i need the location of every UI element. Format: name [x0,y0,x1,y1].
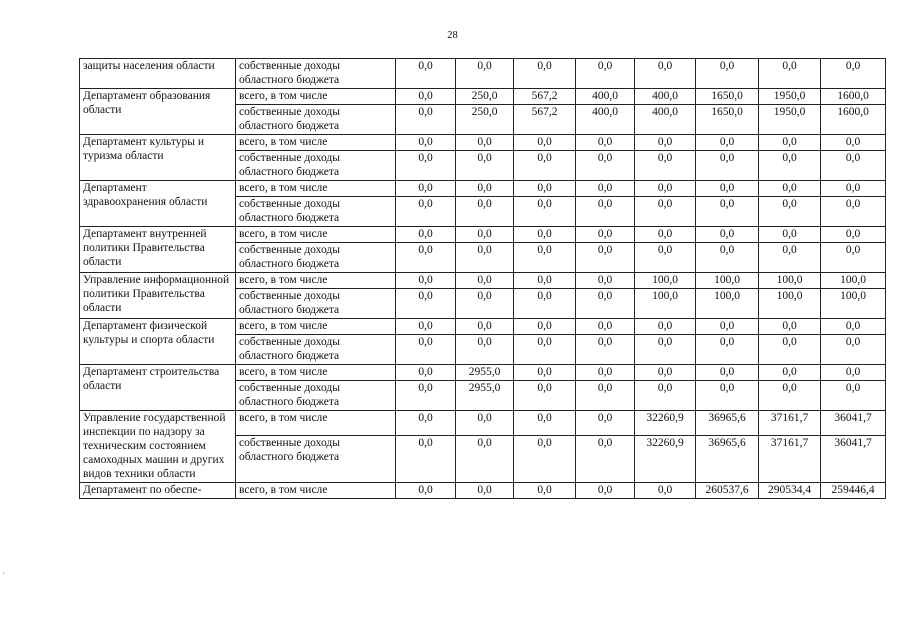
value-cell: 1600,0 [821,105,886,135]
budget-table-body [80,59,886,499]
value-cell: 0,0 [635,381,696,411]
value-cell: 2955,0 [456,381,514,411]
value-cell: 0,0 [396,105,456,135]
value-cell: 0,0 [396,483,456,499]
value-cell: 0,0 [396,243,456,273]
value-cell: 0,0 [635,197,696,227]
value-cell: 0,0 [396,59,456,89]
value-cell: 0,0 [759,319,821,335]
value-cell: 0,0 [635,335,696,365]
value-cell: 0,0 [696,381,759,411]
value-cell: 259446,4 [821,483,886,499]
value-cell: 0,0 [759,151,821,181]
value-cell: 100,0 [759,273,821,289]
value-cell: 0,0 [576,436,635,483]
value-cell: 0,0 [576,381,635,411]
value-cell: 0,0 [696,335,759,365]
department-name-cell: Департамент строительства области [80,365,236,411]
table-row [80,181,886,197]
value-cell: 0,0 [696,135,759,151]
value-cell: 100,0 [696,273,759,289]
value-cell: 0,0 [514,135,576,151]
value-cell: 37161,7 [759,411,821,436]
value-cell: 0,0 [635,59,696,89]
funding-type-cell: всего, в том числе [236,227,396,243]
funding-type-cell: собственные доходы областного бюджета [236,59,396,89]
value-cell: 0,0 [696,365,759,381]
table-row [80,365,886,381]
value-cell: 0,0 [396,335,456,365]
value-cell: 0,0 [576,59,635,89]
value-cell: 0,0 [635,243,696,273]
value-cell: 0,0 [696,151,759,181]
department-name-cell: Управление государственной инспекции по надзору за техническим состоянием самоходных машин и других видов техники области [80,411,236,483]
value-cell: 260537,6 [696,483,759,499]
funding-type-cell: собственные доходы областного бюджета [236,197,396,227]
value-cell: 100,0 [759,289,821,319]
value-cell: 0,0 [396,411,456,436]
page-number: 28 [447,30,458,41]
value-cell: 0,0 [821,197,886,227]
funding-type-cell: собственные доходы областного бюджета [236,436,396,483]
value-cell: 100,0 [635,273,696,289]
value-cell: 0,0 [576,289,635,319]
value-cell: 0,0 [576,365,635,381]
value-cell: 0,0 [635,181,696,197]
value-cell: 100,0 [821,289,886,319]
value-cell: 0,0 [514,436,576,483]
value-cell: 0,0 [514,181,576,197]
value-cell: 0,0 [759,335,821,365]
value-cell: 0,0 [396,381,456,411]
value-cell: 0,0 [635,135,696,151]
value-cell: 0,0 [759,227,821,243]
value-cell: 1600,0 [821,89,886,105]
value-cell: 0,0 [821,227,886,243]
table-row [80,135,886,151]
value-cell: 0,0 [696,319,759,335]
value-cell: 400,0 [576,105,635,135]
value-cell: 0,0 [696,59,759,89]
value-cell: 0,0 [576,319,635,335]
value-cell: 0,0 [759,135,821,151]
value-cell: 0,0 [396,436,456,483]
value-cell: 0,0 [514,197,576,227]
value-cell: 250,0 [456,89,514,105]
value-cell: 0,0 [396,197,456,227]
value-cell: 0,0 [514,335,576,365]
value-cell: 0,0 [759,197,821,227]
value-cell: 0,0 [759,181,821,197]
value-cell: 0,0 [396,181,456,197]
department-name-cell: Департамент образования области [80,89,236,135]
value-cell: 36041,7 [821,436,886,483]
value-cell: 0,0 [396,319,456,335]
value-cell: 0,0 [396,365,456,381]
value-cell: 1950,0 [759,105,821,135]
funding-type-cell: собственные доходы областного бюджета [236,381,396,411]
value-cell: 0,0 [514,411,576,436]
value-cell: 0,0 [514,289,576,319]
value-cell: 0,0 [821,381,886,411]
value-cell: 0,0 [396,273,456,289]
value-cell: 0,0 [576,151,635,181]
value-cell: 400,0 [635,89,696,105]
value-cell: 0,0 [456,273,514,289]
value-cell: 0,0 [396,135,456,151]
funding-type-cell: собственные доходы областного бюджета [236,105,396,135]
value-cell: 0,0 [514,381,576,411]
table-row [80,227,886,243]
value-cell: 0,0 [635,483,696,499]
funding-type-cell: всего, в том числе [236,411,396,436]
department-name-cell: Департамент внутренней политики Правительства области [80,227,236,273]
value-cell: 0,0 [456,151,514,181]
value-cell: 0,0 [456,181,514,197]
value-cell: 290534,4 [759,483,821,499]
value-cell: 1650,0 [696,89,759,105]
department-name-cell: Управление информационной политики Правительства области [80,273,236,319]
value-cell: 0,0 [576,181,635,197]
funding-type-cell: всего, в том числе [236,365,396,381]
value-cell: 0,0 [456,411,514,436]
value-cell: 400,0 [576,89,635,105]
funding-type-cell: всего, в том числе [236,319,396,335]
funding-type-cell: собственные доходы областного бюджета [236,151,396,181]
value-cell: 0,0 [635,319,696,335]
value-cell: 36965,6 [696,436,759,483]
budget-table [79,58,886,499]
value-cell: 0,0 [456,243,514,273]
value-cell: 2955,0 [456,365,514,381]
value-cell: 0,0 [759,365,821,381]
value-cell: 0,0 [396,289,456,319]
value-cell: 400,0 [635,105,696,135]
value-cell: 0,0 [696,181,759,197]
value-cell: 0,0 [576,411,635,436]
value-cell: 0,0 [821,243,886,273]
value-cell: 0,0 [696,197,759,227]
value-cell: 0,0 [576,135,635,151]
value-cell: 0,0 [396,89,456,105]
value-cell: 0,0 [635,365,696,381]
value-cell: 0,0 [576,227,635,243]
table-row [80,411,886,436]
funding-type-cell: всего, в том числе [236,483,396,499]
value-cell: 0,0 [456,59,514,89]
value-cell: 0,0 [576,197,635,227]
value-cell: 37161,7 [759,436,821,483]
value-cell: 250,0 [456,105,514,135]
value-cell: 0,0 [456,227,514,243]
value-cell: 0,0 [514,483,576,499]
value-cell: 0,0 [576,483,635,499]
value-cell: 1650,0 [696,105,759,135]
margin-mark: · [2,568,5,578]
funding-type-cell: собственные доходы областного бюджета [236,289,396,319]
department-name-cell: Департамент по обеспе- [80,483,236,499]
table-row [80,483,886,499]
value-cell: 0,0 [821,365,886,381]
value-cell: 36041,7 [821,411,886,436]
value-cell: 0,0 [456,319,514,335]
department-name-cell: Департамент здравоохранения области [80,181,236,227]
value-cell: 32260,9 [635,436,696,483]
funding-type-cell: всего, в том числе [236,89,396,105]
value-cell: 0,0 [821,59,886,89]
value-cell: 0,0 [396,227,456,243]
funding-type-cell: всего, в том числе [236,135,396,151]
table-row [80,273,886,289]
value-cell: 0,0 [456,197,514,227]
value-cell: 0,0 [576,243,635,273]
value-cell: 0,0 [635,227,696,243]
value-cell: 0,0 [456,483,514,499]
value-cell: 0,0 [514,243,576,273]
value-cell: 567,2 [514,89,576,105]
funding-type-cell: всего, в том числе [236,181,396,197]
value-cell: 0,0 [456,289,514,319]
value-cell: 0,0 [821,151,886,181]
value-cell: 0,0 [456,335,514,365]
value-cell: 0,0 [514,227,576,243]
value-cell: 0,0 [514,365,576,381]
value-cell: 36965,6 [696,411,759,436]
value-cell: 100,0 [821,273,886,289]
funding-type-cell: собственные доходы областного бюджета [236,243,396,273]
table-row [80,89,886,105]
value-cell: 0,0 [759,59,821,89]
table-row [80,59,886,89]
value-cell: 0,0 [696,243,759,273]
value-cell: 0,0 [456,436,514,483]
value-cell: 100,0 [635,289,696,319]
department-name-cell: Департамент физической культуры и спорта области [80,319,236,365]
value-cell: 0,0 [396,151,456,181]
value-cell: 0,0 [514,59,576,89]
funding-type-cell: всего, в том числе [236,273,396,289]
table-row [80,319,886,335]
department-name-cell: защиты населения области [80,59,236,89]
value-cell: 32260,9 [635,411,696,436]
value-cell: 0,0 [821,319,886,335]
value-cell: 567,2 [514,105,576,135]
value-cell: 0,0 [696,227,759,243]
value-cell: 0,0 [514,151,576,181]
value-cell: 1950,0 [759,89,821,105]
value-cell: 0,0 [514,319,576,335]
value-cell: 100,0 [696,289,759,319]
value-cell: 0,0 [635,151,696,181]
funding-type-cell: собственные доходы областного бюджета [236,335,396,365]
value-cell: 0,0 [576,335,635,365]
value-cell: 0,0 [821,181,886,197]
value-cell: 0,0 [576,273,635,289]
department-name-cell: Департамент культуры и туризма области [80,135,236,181]
value-cell: 0,0 [514,273,576,289]
value-cell: 0,0 [759,243,821,273]
value-cell: 0,0 [821,135,886,151]
value-cell: 0,0 [456,135,514,151]
value-cell: 0,0 [759,381,821,411]
value-cell: 0,0 [821,335,886,365]
